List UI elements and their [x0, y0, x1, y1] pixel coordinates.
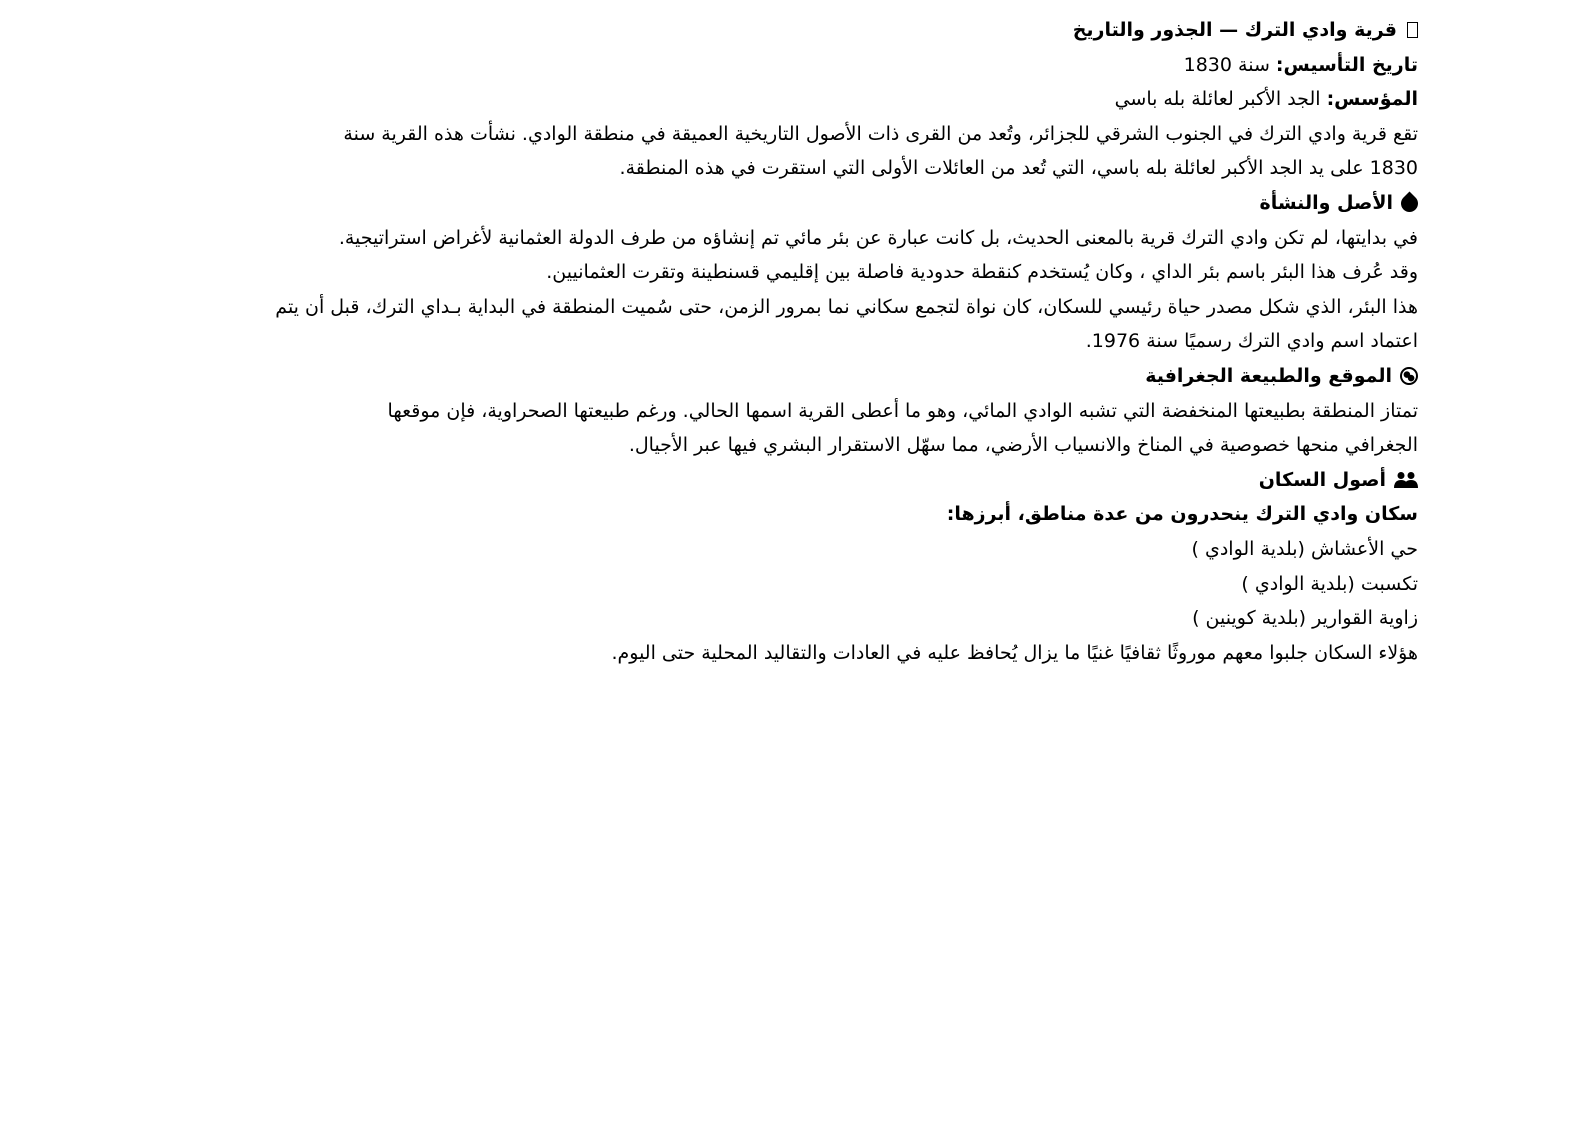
box-icon — [1407, 22, 1418, 38]
founding-date-label: تاريخ التأسيس: — [1275, 53, 1418, 76]
founding-date-line — [268, 48, 1418, 83]
population-heading: أصول السكان — [1258, 468, 1386, 491]
founding-date-value: سنة 1830 — [1183, 53, 1276, 76]
geography-heading-line — [268, 359, 1418, 394]
document-page — [268, 0, 1418, 675]
population-origin-item: تكسبت (بلدية الوادي ) — [1241, 572, 1418, 595]
intro-paragraph-line: 1830 على يد الجد الأكبر لعائلة بله باسي، التي تُعد من العائلات الأولى التي استقرت في هذه المنطقة. — [619, 157, 1418, 180]
origin-heading-line — [268, 186, 1418, 221]
globe-icon — [1400, 367, 1418, 385]
origin-paragraph-line: اعتماد اسم وادي الترك رسميًا سنة 1976. — [1085, 330, 1418, 353]
document-title-line — [268, 13, 1418, 48]
founder-value: الجد الأكبر لعائلة بله باسي — [1114, 88, 1327, 111]
origin-paragraph-line: هذا البئر، الذي شكل مصدر حياة رئيسي للسكان، كان نواة لتجمع سكاني نما بمرور الزمن، حتى سُميت المنطقة في البداية بـداي الترك، قبل أن يتم — [275, 295, 1418, 318]
document-title: قرية وادي الترك — الجذور والتاريخ — [1072, 19, 1397, 41]
origin-heading: الأصل والنشأة — [1259, 191, 1393, 214]
population-closing-line: هؤلاء السكان جلبوا معهم موروثًا ثقافيًا غنيًا ما يزال يُحافظ عليه في العادات والتقاليد المحلية حتى اليوم. — [611, 641, 1418, 664]
founder-label: المؤسس: — [1326, 88, 1418, 111]
geography-heading: الموقع والطبيعة الجغرافية — [1145, 364, 1392, 387]
population-origin-item: زاوية القوارير (بلدية كوينين ) — [1192, 607, 1418, 630]
origin-paragraph-line: وقد عُرف هذا البئر باسم بئر الداي ، وكان يُستخدم كنقطة حدودية فاصلة بين إقليمي قسنطينة وتقرت العثمانيين. — [546, 261, 1418, 284]
founder-line — [268, 82, 1418, 117]
geography-paragraph-line: الجغرافي منحها خصوصية في المناخ والانسياب الأرضي، مما سهّل الاستقرار البشري فيها عبر الأجيال. — [628, 434, 1418, 457]
origin-paragraph-line: في بدايتها، لم تكن وادي الترك قرية بالمعنى الحديث، بل كانت عبارة عن بئر مائي تم إنشاؤه من طرف الدولة العثمانية لأغراض استراتيجية. — [338, 226, 1418, 249]
population-subheading: سكان وادي الترك ينحدرون من عدة مناطق، أبرزها: — [946, 503, 1418, 526]
population-heading-line — [268, 463, 1418, 498]
population-origin-item: حي الأعشاش (بلدية الوادي ) — [1191, 537, 1418, 560]
drop-icon — [1397, 191, 1418, 215]
people-icon — [1394, 471, 1418, 489]
intro-paragraph-line: تقع قرية وادي الترك في الجنوب الشرقي للجزائر، وتُعد من القرى ذات الأصول التاريخية العميقة في منطقة الوادي. نشأت هذه القرية سنة — [343, 122, 1418, 145]
geography-paragraph-line: تمتاز المنطقة بطبيعتها المنخفضة التي تشبه الوادي المائي، وهو ما أعطى القرية اسمها الحالي. ورغم طبيعتها الصحراوية، فإن موقعها — [387, 399, 1418, 422]
